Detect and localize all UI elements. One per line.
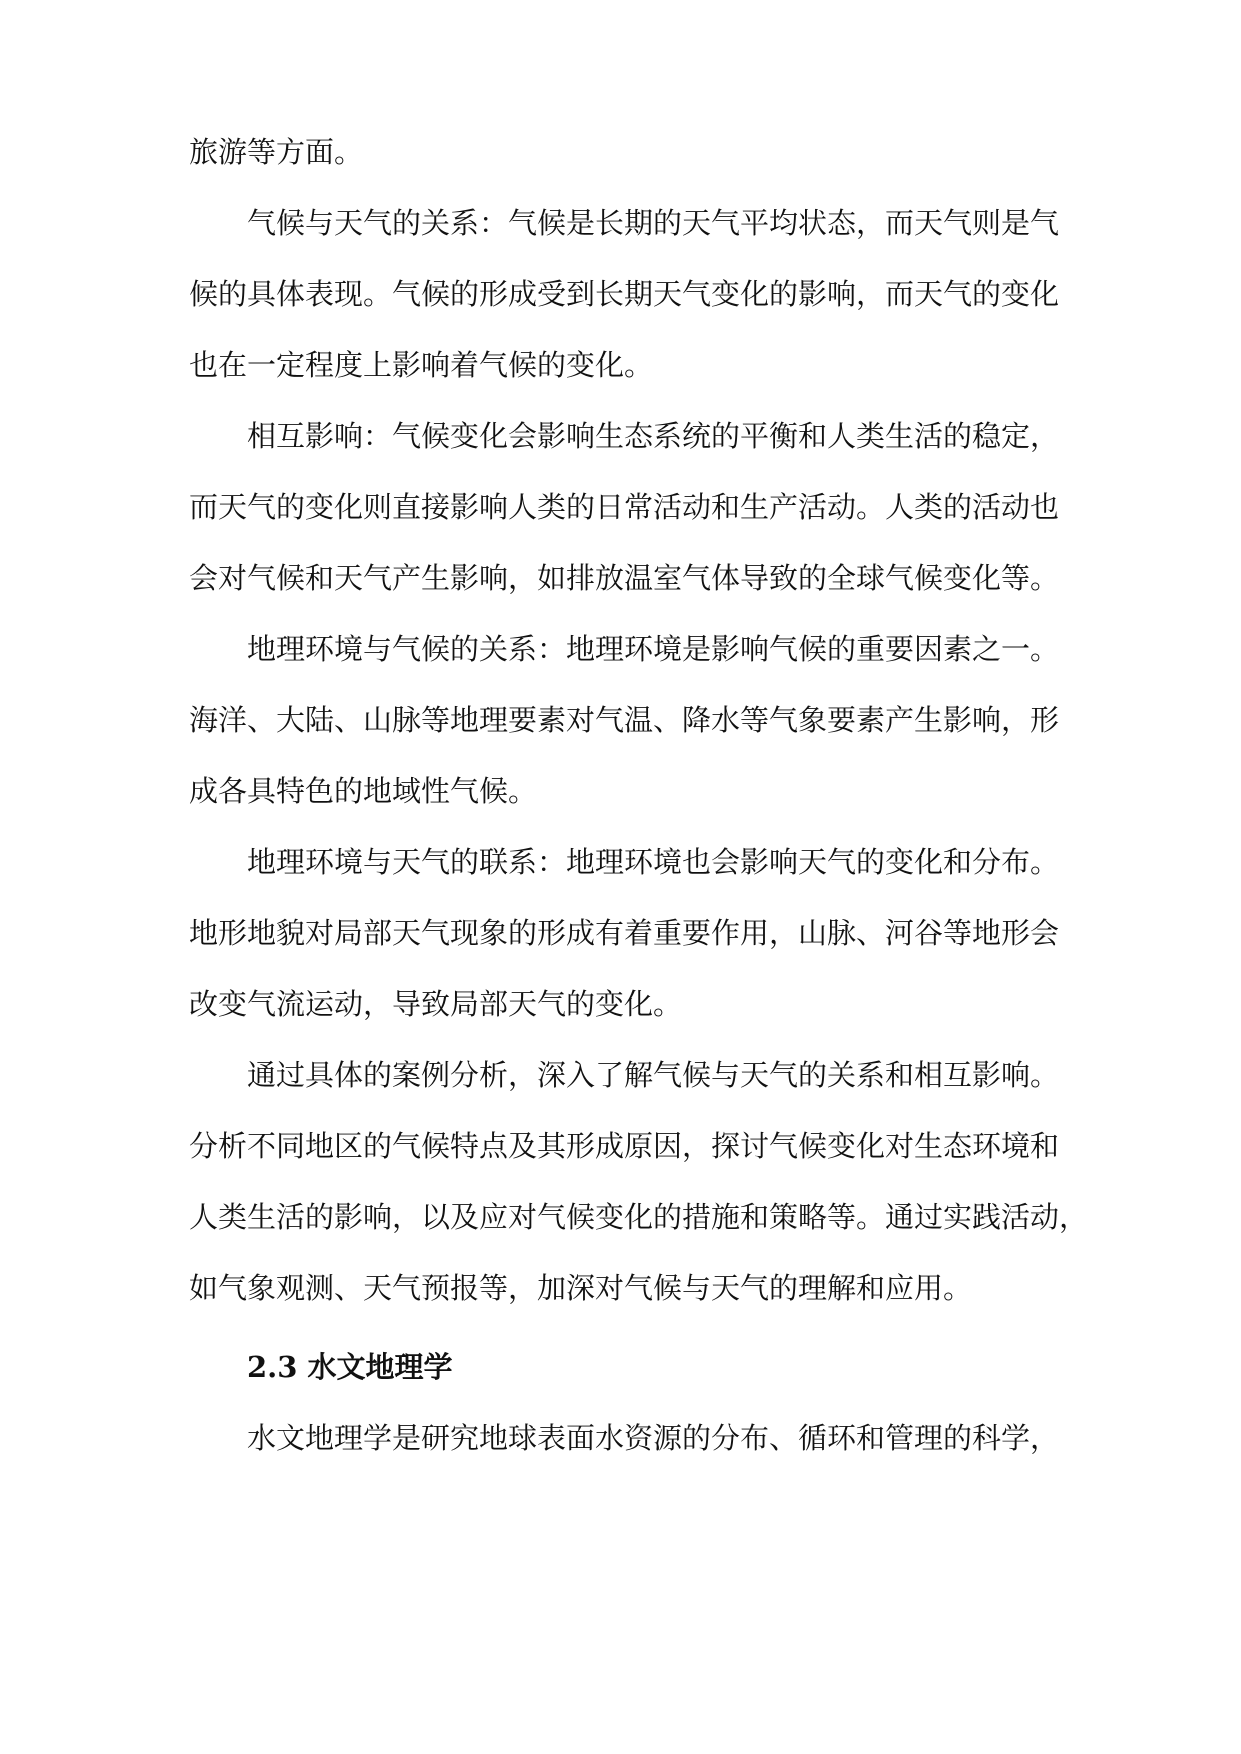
text-line: 地理环境与天气的联系：地理环境也会影响天气的变化和分布。: [247, 845, 1060, 879]
text-line: 旅游等方面。: [189, 135, 364, 169]
text-line: 水文地理学是研究地球表面水资源的分布、循环和管理的科学，: [247, 1421, 1060, 1455]
text-line: 候的具体表现。气候的形成受到长期天气变化的影响，而天气的变化: [189, 277, 1060, 311]
text-line: 气候与天气的关系：气候是长期的天气平均状态，而天气则是气: [247, 206, 1060, 240]
text-line: 也在一定程度上影响着气候的变化。: [189, 348, 654, 382]
text-line: 人类生活的影响，以及应对气候变化的措施和策略等。通过实践活动，: [189, 1200, 1089, 1234]
text-line: 分析不同地区的气候特点及其形成原因，探讨气候变化对生态环境和: [189, 1129, 1060, 1163]
text-line: 成各具特色的地域性气候。: [189, 774, 538, 808]
text-line: 会对气候和天气产生影响，如排放温室气体导致的全球气候变化等。: [189, 561, 1060, 595]
text-line: 海洋、大陆、山脉等地理要素对气温、降水等气象要素产生影响，形: [189, 703, 1060, 737]
section-heading: 2.3 水文地理学: [247, 1350, 453, 1384]
text-line: 相互影响：气候变化会影响生态系统的平衡和人类生活的稳定，: [247, 419, 1060, 453]
text-line: 如气象观测、天气预报等，加深对气候与天气的理解和应用。: [189, 1271, 973, 1305]
text-line: 而天气的变化则直接影响人类的日常活动和生产活动。人类的活动也: [189, 490, 1060, 524]
text-line: 地形地貌对局部天气现象的形成有着重要作用，山脉、河谷等地形会: [189, 916, 1060, 950]
text-line: 改变气流运动，导致局部天气的变化。: [189, 987, 683, 1021]
text-line: 通过具体的案例分析，深入了解气候与天气的关系和相互影响。: [247, 1058, 1060, 1092]
text-line: 地理环境与气候的关系：地理环境是影响气候的重要因素之一。: [247, 632, 1060, 666]
